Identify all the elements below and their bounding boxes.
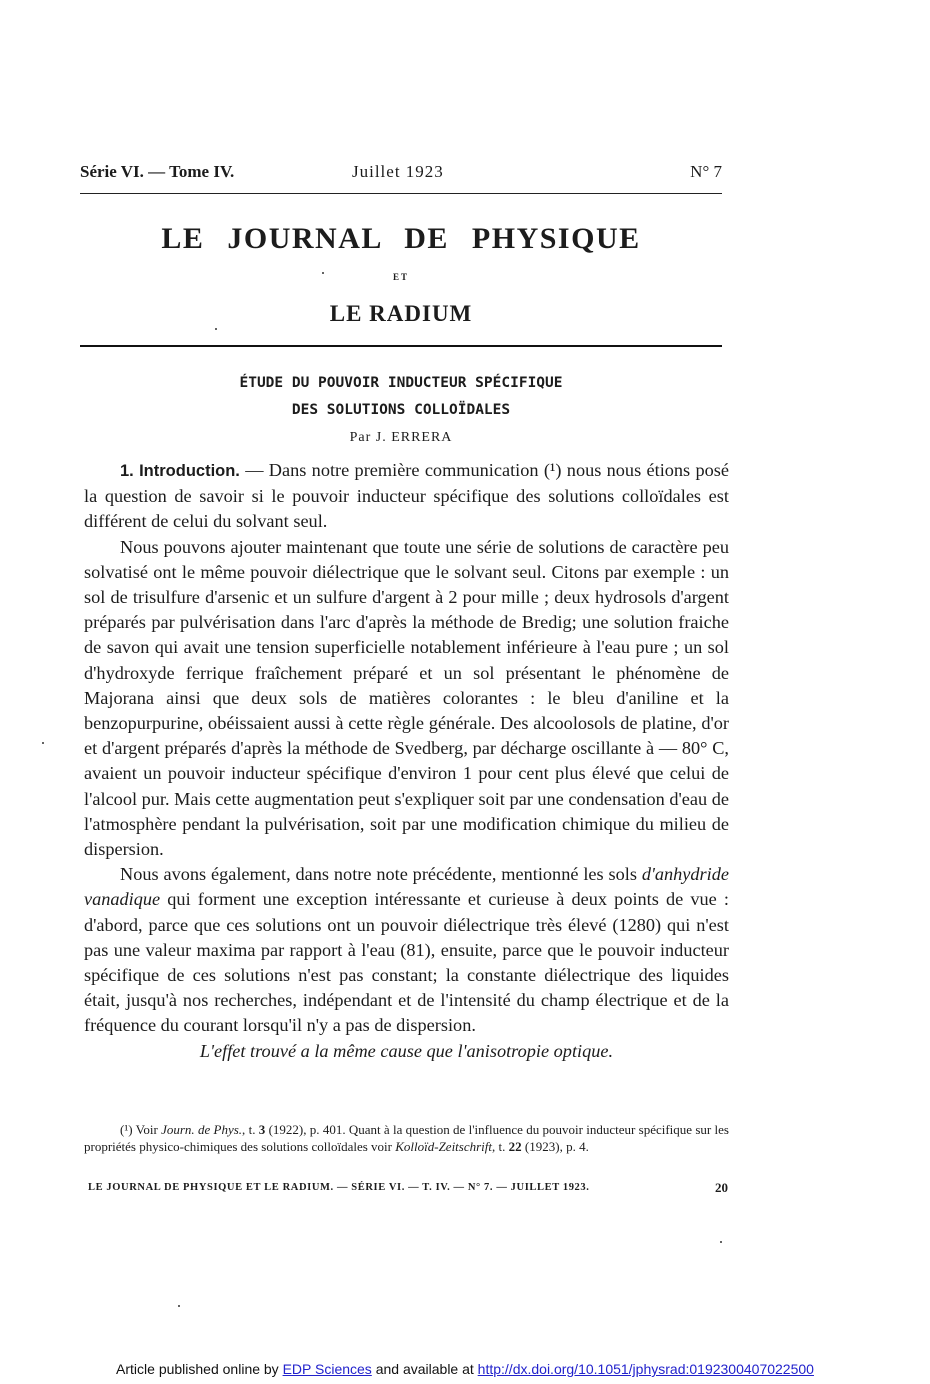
volume-number: 22 xyxy=(508,1138,522,1154)
paragraph-introduction xyxy=(84,458,729,535)
journal-reference: Kolloïd-Zeitschrift xyxy=(395,1138,493,1154)
footnote-text: (1922), p. 401. Quant à la question de l'influence du pouvoir inducteur spécifique sur les propriétés physico-chimiques des solutions colloïdales voir xyxy=(84,1122,729,1154)
scan-speck xyxy=(178,1305,180,1307)
issue-date: Juillet 1923 xyxy=(352,162,444,181)
scan-speck xyxy=(42,742,44,744)
paragraph-text: Nous avons également, dans notre note précédente, mentionné les sols xyxy=(120,864,642,885)
journal-reference: Journ. de Phys. xyxy=(161,1122,243,1137)
closing-sentence: L'effet trouvé a la même cause que l'anisotropie optique. xyxy=(199,1040,614,1061)
paragraph-vanadic xyxy=(84,862,729,1038)
running-footer-text: LE JOURNAL DE PHYSIQUE ET LE RADIUM. — SÉRIE VI. — T. IV. — N° 7. — JUILLET 1923. xyxy=(88,1182,590,1193)
scan-speck xyxy=(322,272,324,274)
journal-subtitle: LE RADIUM xyxy=(329,301,473,326)
footnote-text: (1923), p. 4. xyxy=(521,1138,589,1154)
italic-term: d'anhydride vanadique xyxy=(84,864,729,910)
masthead-rule xyxy=(80,345,722,347)
footnote xyxy=(84,1122,729,1155)
journal-et: ET xyxy=(392,272,409,282)
footnote-marker: (¹) Voir xyxy=(120,1122,162,1137)
author-byline: Par J. ERRERA xyxy=(349,430,453,445)
issue-number: N° 7 xyxy=(690,162,722,181)
header-rule xyxy=(80,193,722,194)
running-footer xyxy=(88,1182,728,1193)
paragraph-text: qui forment une exception intéressante et curieuse à deux points de vue : d'abord, parce que ces solutions ont un pouvoir diélectrique très élevé (1280) qui n'est pas une valeur maxima par rapport à l'eau (81), ensuite, parce que le pouvoir inducteur spécifique de ces solutions n'est pas constant; la constante diélectrique des liquides était, jusqu'à nos recherches, indépendant et de l'intensité du champ électrique et de la fréquence du courant lorsqu'il n'y a pas de dispersion. xyxy=(84,889,729,1036)
paragraph-examples: Nous pouvons ajouter maintenant que toute une série de solutions de caractère peu solvatisé ont le même pouvoir diélectrique que le solvant seul. Citons par exemple : un sol de trisulfure d'arsenic et un sulfure d'argent à 2 pour mille ; deux hydrosols d'argent préparés par pulvérisation dans l'arc d'après la méthode de Bredig; une solution fraiche de savon qui avait une tension superficielle notablement inférieure à l'eau pure ; un sol d'hydroxyde ferrique fraîchement préparé et un sol présentant le phénomène de Majorana ainsi que deux sols de matières colorantes : le bleu d'aniline et la benzopurpurine, obéissaient aussi à cette règle générale. Des alcoolosols de platine, d'or et d'argent préparés d'après la méthode de Svedberg, par décharge oscillante à — 80° C, avaient un pouvoir inducteur spécifique d'environ 1 pour cent plus élevé que celui de l'alcool pur. Mais cette augmentation peut s'expliquer soit par une condensation d'eau de l'atmosphère pendant la pulvérisation, soit par une modification chimique du milieu de dispersion. xyxy=(84,536,729,860)
footnote-text: , t. xyxy=(492,1138,509,1154)
article-title-line2: DES SOLUTIONS COLLOÏDALES xyxy=(291,402,511,418)
journal-title: LE JOURNAL DE PHYSIQUE xyxy=(161,222,641,255)
publisher-link[interactable]: EDP Sciences xyxy=(282,1361,372,1377)
publisher-line xyxy=(0,1361,930,1377)
page-number: 20 xyxy=(715,1180,728,1195)
series-volume: Série VI. — Tome IV. xyxy=(80,162,235,181)
scan-speck xyxy=(720,1241,722,1243)
footnote-text: , t. xyxy=(242,1122,259,1137)
article-title-line1: ÉTUDE DU POUVOIR INDUCTEUR SPÉCIFIQUE xyxy=(239,375,563,391)
publisher-middle: and available at xyxy=(371,1361,478,1377)
publisher-prefix: Article published online by xyxy=(116,1361,283,1377)
doi-link[interactable]: http://dx.doi.org/10.1051/jphysrad:0192300407022500 xyxy=(477,1361,814,1377)
section-heading: 1. Introduction. xyxy=(120,462,240,480)
volume-number: 3 xyxy=(258,1122,266,1137)
scan-speck xyxy=(215,328,217,330)
article-body xyxy=(84,458,729,1064)
paragraph-text: — Dans notre première communication (¹) nous nous étions posé la question de savoir si le pouvoir inducteur spécifique des solutions colloïdales est différent de celui du solvant seul. xyxy=(84,460,729,532)
page-header xyxy=(80,162,722,184)
